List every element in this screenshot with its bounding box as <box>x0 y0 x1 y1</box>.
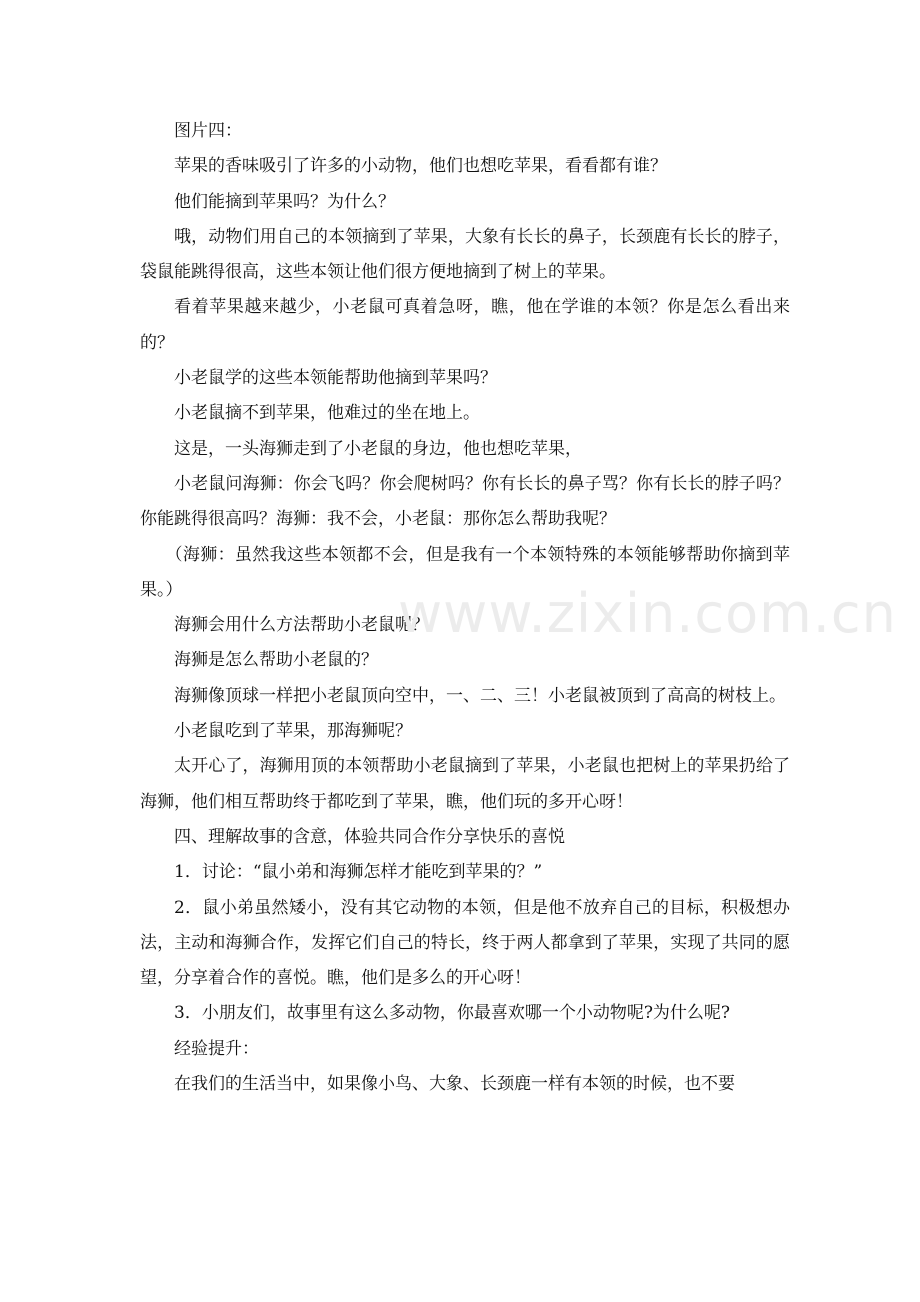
paragraph-mouse-worried: 看着苹果越来越少，小老鼠可真着急呀，瞧，他在学谁的本领？你是怎么看出来的？ <box>140 297 790 353</box>
paragraph-skills-help: 小老鼠学的这些本领能帮助他摘到苹果吗？ <box>174 368 497 389</box>
paragraph-daily-life: 在我们的生活当中，如果像小鸟、大象、长颈鹿一样有本领的时候，也不要 <box>174 1074 735 1095</box>
list-item-cooperation: 2．鼠小弟虽然矮小，没有其它动物的本领，但是他不放弃自己的目标，积极想办法，主动和海狮合作，发挥它们自己的特长，终于两人都拿到了苹果，实现了共同的愿望，分享着合作的喜悦。瞧，他们是多么的开心呀！ <box>140 897 790 989</box>
paragraph-happy-ending: 太开心了，海狮用顶的本领帮助小老鼠摘到了苹果，小老鼠也把树上的苹果扔给了海狮，他们相互帮助终于都吃到了苹果，瞧，他们玩的多开心呀！ <box>140 756 790 812</box>
paragraph-picture-four: 图片四： <box>174 121 242 141</box>
paragraph-animal-skills: 哦，动物们用自己的本领摘到了苹果，大象有长长的鼻子，长颈鹿有长长的脖子，袋鼠能跳得很高，这些本领让他们很方便地摘到了树上的苹果。 <box>140 226 790 283</box>
list-item-discussion: 1．讨论：“鼠小弟和海狮怎样才能吃到苹果的？” <box>174 862 543 883</box>
paragraph-sea-lion-reply: （海狮：虽然我这些本领都不会，但是我有一个本领特殊的本领能够帮助你摘到苹果。） <box>140 544 790 600</box>
document-body <box>140 114 790 1102</box>
paragraph-apple-smell: 苹果的香味吸引了许多的小动物，他们也想吃苹果，看看都有谁？ <box>174 156 667 177</box>
paragraph-mouse-ate: 小老鼠吃到了苹果，那海狮呢？ <box>174 721 412 742</box>
paragraph-how-help: 海狮是怎么帮助小老鼠的？ <box>174 650 378 671</box>
watermark-text: www.zixin.com.cn <box>398 582 897 645</box>
paragraph-experience-heading: 经验提升： <box>174 1038 259 1059</box>
list-item-favorite-animal: 3．小朋友们，故事里有这么多动物，你最喜欢哪一个小动物呢?为什么呢? <box>174 1003 731 1024</box>
paragraph-can-they-pick: 他们能摘到苹果吗？为什么？ <box>174 191 395 212</box>
paragraph-sea-lion-arrives: 这是，一头海狮走到了小老鼠的身边，他也想吃苹果， <box>174 438 582 459</box>
paragraph-mouse-asks: 小老鼠问海狮：你会飞吗？你会爬树吗？你有长长的鼻子骂？你有长长的脖子吗？你能跳得很高吗？海狮：我不会，小老鼠：那你怎么帮助我呢？ <box>140 473 790 530</box>
paragraph-what-method: 海狮会用什么方法帮助小老鼠呢？ <box>174 615 429 636</box>
paragraph-mouse-sad: 小老鼠摘不到苹果，他难过的坐在地上。 <box>174 403 480 424</box>
section-heading-four: 四、理解故事的含意，体验共同合作分享快乐的喜悦 <box>174 826 565 847</box>
paragraph-ball-toss: 海狮像顶球一样把小老鼠顶向空中，一、二、三！小老鼠被顶到了高高的树枝上。 <box>174 685 786 706</box>
